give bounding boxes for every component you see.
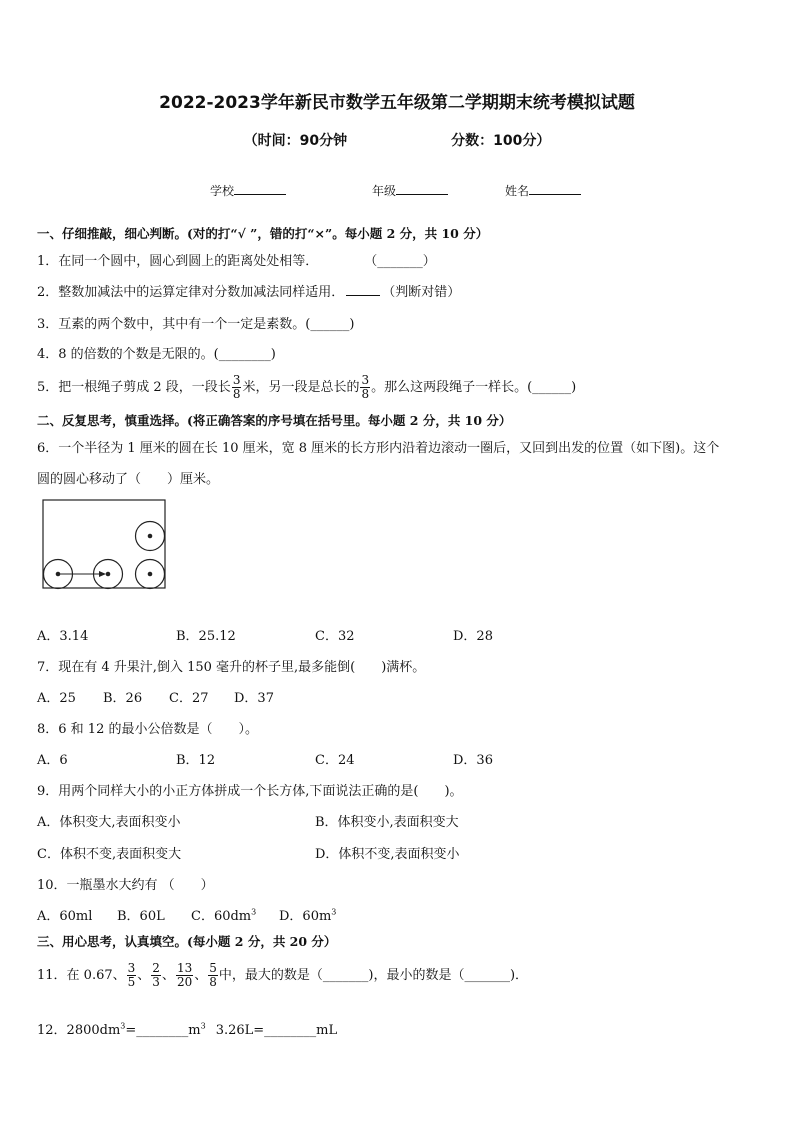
fraction: $\frac{3}{5}$: [127, 961, 136, 989]
fraction: $\frac{3}{8}$: [361, 373, 370, 401]
q8-option-d[interactable]: D．36: [453, 753, 493, 768]
question-8: 8．6 和 12 的最小公倍数是（ ）。: [37, 722, 258, 737]
q8-option-b[interactable]: B．12: [176, 753, 216, 768]
q9-option-b[interactable]: B．体积变小,表面积变大: [315, 815, 459, 830]
q9-option-c[interactable]: C．体积不变,表面积变大: [37, 847, 182, 862]
question-3: 3．互素的两个数中，其中有一个一定是素数。(______): [37, 317, 355, 332]
question-12-part-a: 12．2800dm: [37, 1023, 121, 1038]
question-5: [37, 374, 576, 401]
q6-option-c[interactable]: C．32: [315, 629, 355, 644]
name-label: 姓名: [505, 184, 530, 198]
q9-option-a[interactable]: A．体积变大,表面积变小: [37, 815, 181, 830]
question-5-part-a: 5．把一根绳子剪成 2 段，一段长: [37, 380, 231, 395]
fraction: $\frac{5}{8}$: [209, 961, 217, 989]
page-title: 2022-2023学年新民市数学五年级第二学期期末统考模拟试题: [159, 93, 635, 113]
q6-option-d[interactable]: D．28: [453, 629, 493, 644]
exam-time: （时间：90分钟: [243, 133, 348, 149]
school-label: 学校: [210, 184, 235, 198]
question-1: [37, 250, 436, 269]
q6-option-a[interactable]: A．3.14: [37, 629, 89, 644]
exam-meta: [0, 130, 794, 150]
question-6-line-2: 圆的圆心移动了（ ）厘米。: [37, 472, 220, 487]
question-4: 4．8 的倍数的个数是无限的。(________): [37, 347, 276, 362]
question-12-part-c: 3.26L=________mL: [215, 1023, 338, 1038]
q7-option-b[interactable]: B．26: [103, 691, 143, 706]
question-5-part-c: 。那么这两段绳子一样长。(______): [371, 380, 577, 395]
grade-label: 年级: [372, 184, 397, 198]
school-field[interactable]: [210, 182, 286, 199]
fraction: $\frac{13}{20}$: [176, 961, 193, 989]
q7-option-a[interactable]: A．25: [37, 691, 76, 706]
section-3-heading: 三、用心思考，认真填空。(每小题 2 分，共 20 分）: [37, 934, 337, 949]
q10-option-c[interactable]: C．$60dm^3$: [191, 907, 257, 924]
rolling-circle-figure: [40, 497, 170, 593]
question-2-text: 2．整数加减法中的运算定律对分数加减法同样适用．: [37, 285, 345, 300]
section-1-heading: 一、仔细推敲，细心判断。(对的打“√ ”，错的打“×”。每小题 2 分，共 10 分）: [37, 226, 489, 241]
q7-option-c[interactable]: C．27: [169, 691, 209, 706]
q9-option-d[interactable]: D．体积不变,表面积变小: [315, 847, 460, 862]
question-7: 7．现在有 4 升果汁,倒入 150 毫升的杯子里,最多能倒( )满杯。: [37, 660, 426, 675]
question-1-text: 1．在同一个圆中，圆心到圆上的距离处处相等．: [37, 254, 319, 269]
question-2: [37, 281, 460, 300]
section-2-heading: 二、反复思考，慎重选择。(将正确答案的序号填在括号里。每小题 2 分，共 10 分）: [37, 413, 512, 428]
q7-option-d[interactable]: D．37: [234, 691, 274, 706]
question-6-line-1: 6．一个半径为 1 厘米的圆在长 10 厘米，宽 8 厘米的长方形内沿着边滚动一圈后，又回到出发的位置（如下图)。这个: [37, 441, 720, 456]
name-field[interactable]: [505, 182, 581, 199]
fraction: $\frac{2}{3}$: [152, 961, 160, 989]
grade-field[interactable]: [372, 182, 448, 199]
arrow-head: [99, 571, 106, 577]
question-12-part-b: =________m: [125, 1023, 201, 1038]
question-9: 9．用两个同样大小的小正方体拼成一个长方体,下面说法正确的是( )。: [37, 784, 463, 799]
q10-option-d[interactable]: D．$60m^3$: [279, 907, 337, 924]
q10-option-a[interactable]: A．60ml: [37, 909, 93, 924]
question-2-tail: （判断对错）: [382, 285, 461, 300]
question-2-answer[interactable]: [346, 283, 380, 296]
fraction: $\frac{3}{8}$: [232, 373, 241, 401]
question-5-part-b: 米，另一段是总长的: [242, 380, 360, 395]
question-12: 12．$2800dm^3=\_\_\_\_\_\_\_\_m^3$ 3.26L=________mL: [37, 1021, 338, 1038]
q10-option-b[interactable]: B．60L: [117, 909, 165, 924]
q8-option-c[interactable]: C．24: [315, 753, 355, 768]
q6-option-b[interactable]: B．25.12: [176, 629, 236, 644]
question-11-part-a: 11．在 0.67、: [37, 968, 126, 983]
question-11-part-b: 中，最大的数是（_______)，最小的数是（_______)．: [218, 968, 529, 983]
question-10: 10．一瓶墨水大约有 （ ）: [37, 878, 214, 893]
question-1-answer[interactable]: （_______）: [364, 254, 436, 269]
question-11: 11．在 0.67、 $\frac{3}{5}$ 、 $\frac{2}{3}$ 、 $\frac{13}{20}$ 、 $\frac{5}{8}$ 中，最大的数是（_______)，最小的数是（_______)．: [37, 961, 529, 989]
q8-option-a[interactable]: A．6: [37, 753, 68, 768]
exam-score: 分数：100分）: [451, 133, 551, 149]
